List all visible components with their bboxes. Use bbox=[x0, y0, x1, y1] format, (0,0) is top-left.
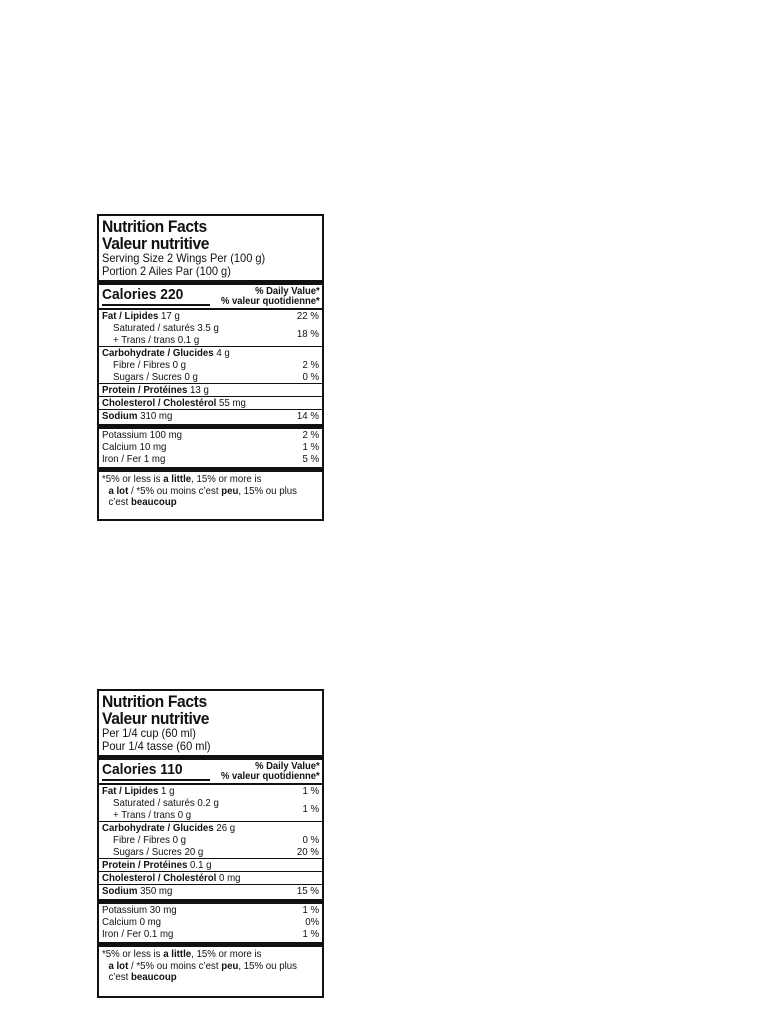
title-fr: Valeur nutritive bbox=[102, 709, 210, 728]
footnote-text: *5% or less is bbox=[102, 473, 164, 485]
calories-row bbox=[102, 286, 319, 306]
daily-value-en: % Daily Value* bbox=[255, 760, 320, 772]
fibre-row bbox=[102, 834, 319, 846]
saturated-trans-row bbox=[102, 322, 319, 346]
daily-value-en: % Daily Value* bbox=[255, 285, 320, 297]
potassium-row bbox=[102, 904, 319, 916]
thick-divider bbox=[99, 467, 322, 472]
calories: Calories 220 bbox=[102, 286, 184, 303]
calcium-dv: 1 % bbox=[302, 441, 319, 453]
carb-label: Carbohydrate / Glucides bbox=[102, 347, 214, 359]
cholesterol-amount: 55 mg bbox=[216, 397, 246, 409]
footnote-text: , 15% ou plus bbox=[238, 484, 297, 497]
fibre-label: Fibre / Fibres 0 g bbox=[113, 834, 187, 846]
daily-value-fr: % valeur quotidienne* bbox=[220, 295, 320, 307]
fibre-dv: 2 % bbox=[302, 359, 319, 371]
saturated-trans-row bbox=[102, 797, 319, 821]
title-en: Nutrition Facts bbox=[102, 692, 207, 711]
sodium-dv: 15 % bbox=[296, 885, 319, 897]
protein-label: Protein / Protéines bbox=[102, 859, 188, 871]
title-fr: Valeur nutritive bbox=[102, 234, 210, 253]
iron-row bbox=[102, 453, 319, 465]
calories-underline bbox=[102, 304, 210, 306]
iron-row bbox=[102, 928, 319, 940]
cholesterol-row bbox=[102, 397, 319, 409]
fat-amount: 17 g bbox=[158, 310, 180, 322]
calories-row bbox=[102, 761, 319, 781]
carbohydrate-row bbox=[102, 347, 319, 359]
fat-label: Fat / Lipides bbox=[102, 785, 159, 797]
footnote-bold: a little bbox=[163, 473, 192, 485]
calcium-label: Calcium 10 mg bbox=[102, 441, 167, 453]
footnote-bold: peu bbox=[221, 959, 239, 972]
fibre-row bbox=[102, 359, 319, 371]
sugars-row bbox=[102, 371, 319, 383]
sodium-row bbox=[102, 885, 319, 897]
footnote-bold: a lot bbox=[108, 959, 129, 972]
saturated-label: Saturated / saturés 3.5 g bbox=[113, 322, 219, 334]
fat-dv: 1 % bbox=[302, 785, 319, 797]
daily-value-header bbox=[221, 286, 320, 306]
fat-dv: 22 % bbox=[296, 310, 319, 322]
saturated-label: Saturated / saturés 0.2 g bbox=[113, 797, 219, 809]
protein-amount: 0.1 g bbox=[187, 859, 212, 871]
sodium-row bbox=[102, 410, 319, 422]
fat-row bbox=[102, 785, 319, 797]
footnote-text: / *5% ou moins c’est bbox=[128, 484, 222, 497]
saturated-trans-dv: 18 % bbox=[296, 328, 319, 340]
fat-amount: 1 g bbox=[158, 785, 175, 797]
footnote bbox=[102, 949, 302, 984]
saturated-trans-dv: 1 % bbox=[302, 803, 319, 815]
serving-size-fr: Pour 1/4 tasse (60 ml) bbox=[102, 739, 211, 753]
protein-row bbox=[102, 384, 319, 396]
fat-row bbox=[102, 310, 319, 322]
footnote bbox=[102, 474, 302, 509]
footnote-text: c’est bbox=[108, 971, 131, 983]
protein-row bbox=[102, 859, 319, 871]
sodium-label: Sodium bbox=[102, 410, 138, 422]
carb-amount: 26 g bbox=[213, 822, 236, 834]
potassium-row bbox=[102, 429, 319, 441]
daily-value-header bbox=[221, 761, 320, 781]
serving-size-fr: Portion 2 Ailes Par (100 g) bbox=[102, 264, 231, 278]
footnote-text: *5% or less is bbox=[102, 948, 164, 960]
cholesterol-row bbox=[102, 872, 319, 884]
calcium-dv: 0% bbox=[305, 916, 319, 928]
iron-dv: 5 % bbox=[302, 453, 319, 465]
cholesterol-label: Cholesterol / Cholestérol bbox=[102, 397, 217, 409]
cholesterol-label: Cholesterol / Cholestérol bbox=[102, 872, 217, 884]
thick-divider bbox=[99, 942, 322, 947]
iron-label: Iron / Fer 0.1 mg bbox=[102, 928, 174, 940]
fibre-label: Fibre / Fibres 0 g bbox=[113, 359, 187, 371]
calories: Calories 110 bbox=[102, 761, 183, 778]
footnote-bold: peu bbox=[221, 484, 239, 497]
potassium-label: Potassium 30 mg bbox=[102, 904, 177, 916]
cholesterol-amount: 0 mg bbox=[216, 872, 241, 884]
sugars-row bbox=[102, 846, 319, 858]
serving-size-en: Per 1/4 cup (60 ml) bbox=[102, 726, 196, 740]
sugars-label: Sugars / Sucres 0 g bbox=[113, 371, 198, 383]
sugars-label: Sugars / Sucres 20 g bbox=[113, 846, 204, 858]
sodium-amount: 310 mg bbox=[137, 410, 173, 422]
footnote-text: , 15% or more is bbox=[191, 948, 262, 960]
sodium-dv: 14 % bbox=[296, 410, 319, 422]
potassium-dv: 2 % bbox=[302, 429, 319, 441]
nutrition-facts-label-wings bbox=[97, 214, 324, 521]
footnote-bold: beaucoup bbox=[130, 496, 177, 508]
footnote-text: / *5% ou moins c’est bbox=[128, 959, 222, 972]
iron-label: Iron / Fer 1 mg bbox=[102, 453, 166, 465]
footnote-text: c’est bbox=[108, 496, 131, 508]
daily-value-fr: % valeur quotidienne* bbox=[220, 770, 320, 782]
nutrition-facts-label-sauce bbox=[97, 689, 324, 998]
carb-label: Carbohydrate / Glucides bbox=[102, 822, 214, 834]
footnote-bold: a little bbox=[163, 948, 192, 960]
footnote-bold: a lot bbox=[108, 484, 129, 497]
carbohydrate-row bbox=[102, 822, 319, 834]
potassium-dv: 1 % bbox=[302, 904, 319, 916]
fibre-dv: 0 % bbox=[302, 834, 319, 846]
fat-label: Fat / Lipides bbox=[102, 310, 159, 322]
trans-label: + Trans / trans 0 g bbox=[113, 809, 192, 821]
protein-label: Protein / Protéines bbox=[102, 384, 188, 396]
calcium-row bbox=[102, 916, 319, 928]
carb-amount: 4 g bbox=[213, 347, 230, 359]
sugars-dv: 20 % bbox=[296, 846, 319, 858]
protein-amount: 13 g bbox=[187, 384, 209, 396]
calcium-label: Calcium 0 mg bbox=[102, 916, 162, 928]
potassium-label: Potassium 100 mg bbox=[102, 429, 183, 441]
footnote-text: , 15% or more is bbox=[191, 473, 262, 485]
title-en: Nutrition Facts bbox=[102, 217, 207, 236]
calcium-row bbox=[102, 441, 319, 453]
footnote-bold: beaucoup bbox=[130, 971, 177, 983]
serving-size-en: Serving Size 2 Wings Per (100 g) bbox=[102, 251, 266, 265]
sodium-label: Sodium bbox=[102, 885, 138, 897]
sugars-dv: 0 % bbox=[302, 371, 319, 383]
footnote-text: , 15% ou plus bbox=[238, 959, 297, 972]
sodium-amount: 350 mg bbox=[137, 885, 173, 897]
iron-dv: 1 % bbox=[302, 928, 319, 940]
trans-label: + Trans / trans 0.1 g bbox=[113, 334, 200, 346]
calories-underline bbox=[102, 779, 210, 781]
